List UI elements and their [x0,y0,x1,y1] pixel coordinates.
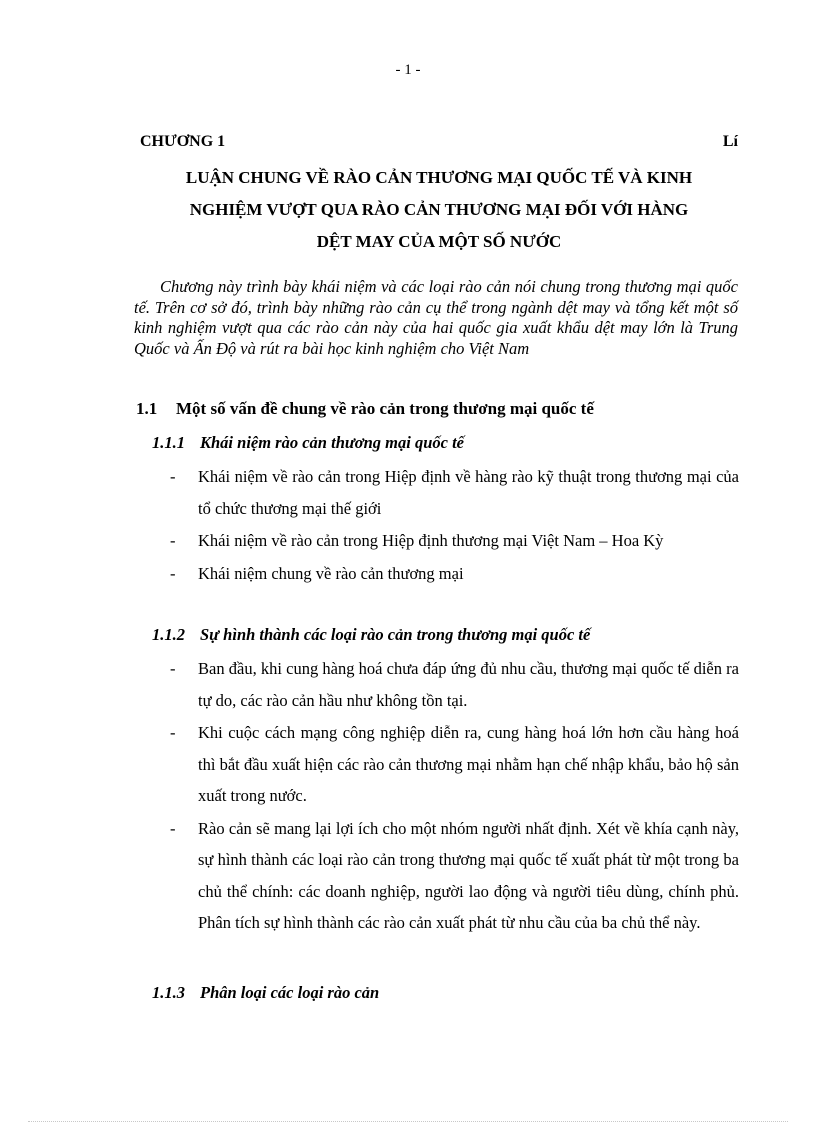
subsection-number: 1.1.1 [152,433,185,452]
intro-paragraph: Chương này trình bày khái niệm và các loại rào cản nói chung trong thương mại quốc tế. Trên cơ sở đó, trình bày những rào cản cụ thể trong ngành dệt may và tổng kết một số kinh nghiệm vượt qua các rào cản này của hai quốc gia xuất khẩu dệt may lớn là Trung Quốc và Ấn Độ và rút ra bài học kinh nghiệm cho Việt Nam [134,277,738,358]
chapter-heading [140,133,738,151]
subsection-number: 1.1.3 [152,983,185,1002]
subsection-heading [152,625,732,645]
subsection-title: Sự hình thành các loại rào cản trong thương mại quốc tế [200,625,591,644]
section-title: Một số vấn đề chung về rào cản trong thương mại quốc tế [176,399,594,418]
bullet-marker: - [170,531,176,550]
bullet-marker: - [170,467,176,486]
section-number: 1.1 [136,399,158,418]
list-item: - Ban đầu, khi cung hàng hoá chưa đáp ứng đủ nhu cầu, thương mại quốc tế diễn ra tự do, các rào cản hầu như không tồn tại. [170,653,739,716]
bullet-marker: - [170,659,176,678]
page-number: - 1 - [395,62,421,78]
chapter-right-word: Lí [722,133,738,150]
list-item: - Khái niệm về rào cản trong Hiệp định thương mại Việt Nam – Hoa Kỳ [170,525,739,557]
subsection-heading [152,433,732,453]
list-item: - Khi cuộc cách mạng công nghiệp diễn ra, cung hàng hoá lớn hơn cầu hàng hoá thì bắt đầu xuất hiện các rào cản thương mại nhằm hạn chế nhập khẩu, bảo hộ sản xuất trong nước. [170,717,739,812]
subsection-title: Phân loại các loại rào cản [200,983,380,1002]
subsection-number: 1.1.2 [152,625,185,644]
page-bottom-rule [28,1121,788,1122]
subsection-title: Khái niệm rào cản thương mại quốc tế [200,433,464,452]
chapter-title [140,162,738,258]
bullet-list [170,653,739,940]
section-heading [136,399,736,419]
bullet-marker: - [170,818,176,838]
chapter-title-line: DỆT MAY CỦA MỘT SỐ NƯỚC [316,232,562,251]
chapter-title-line: NGHIỆM VƯỢT QUA RÀO CẢN THƯƠNG MẠI ĐỐI VỚI HÀNG [189,200,689,219]
list-item: - Rào cản sẽ mang lại lợi ích cho một nhóm người nhất định. Xét về khía cạnh này, sự hình thành các loại rào cản trong thương mại quốc tế xuất phát từ một trong ba chủ thể chính: các doanh nghiệp, người lao động và người tiêu dùng, chính phủ. Phân tích sự hình thành các rào cản xuất phát từ nhu cầu của ba chủ thể này. [170,813,739,939]
bullet-marker: - [170,723,176,742]
list-item: - Khái niệm chung về rào cản thương mại [170,558,739,590]
chapter-title-line: LUẬN CHUNG VỀ RÀO CẢN THƯƠNG MẠI QUỐC TẾ VÀ KINH [185,168,693,187]
chapter-label: CHƯƠNG 1 [140,133,226,150]
bullet-marker: - [170,563,176,583]
subsection-heading [152,983,732,1003]
list-item: - Khái niệm về rào cản trong Hiệp định về hàng rào kỹ thuật trong thương mại của tổ chức thương mại thế giới [170,461,739,524]
bullet-list [170,461,739,590]
